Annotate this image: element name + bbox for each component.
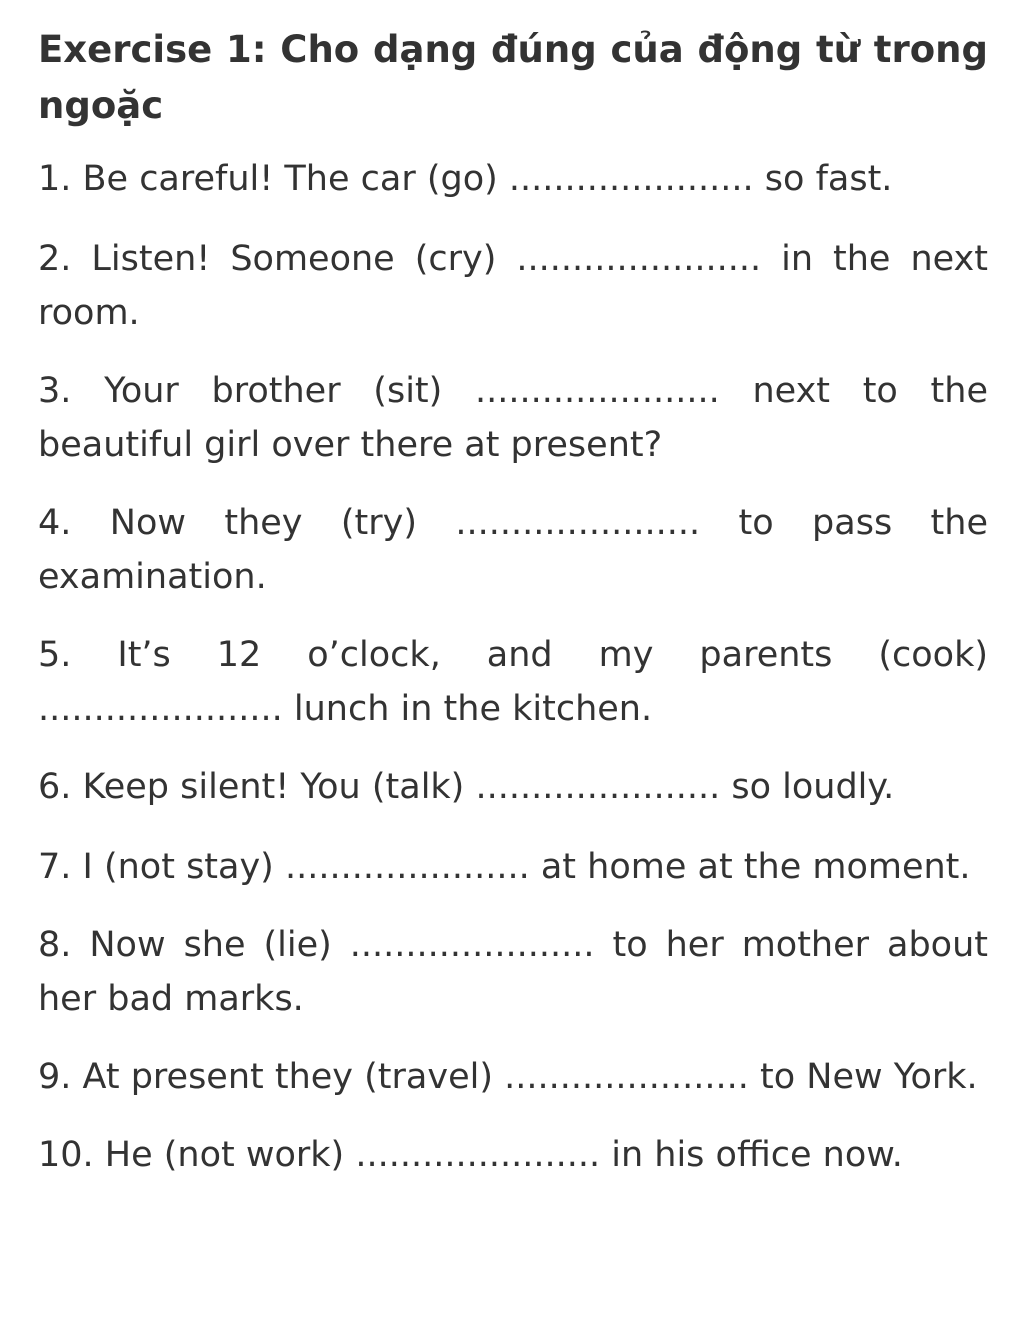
exercise-item-3: 3. Your brother (sit) ...................... next to the beautiful girl over there at present? xyxy=(38,371,988,465)
exercise-item-7: 7. I (not stay) ...................... at home at the moment. xyxy=(38,847,971,887)
exercise-item-8: 8. Now she (lie) ...................... to her mother about her bad marks. xyxy=(38,925,988,1019)
exercise-item-6: 6. Keep silent! You (talk) ...................... so loudly. xyxy=(38,767,895,807)
exercise-item-10: 10. He (not work) ...................... in his office now. xyxy=(38,1135,903,1175)
exercise-item-9: 9. At present they (travel) ...................... to New York. xyxy=(38,1057,978,1097)
exercise-item-5: 5. It’s 12 o’clock, and my parents (cook) ...................... lunch in the kitchen. xyxy=(38,635,988,729)
exercise-item-1: 1. Be careful! The car (go) ...................... so fast. xyxy=(38,159,893,199)
exercise-item-2: 2. Listen! Someone (cry) ...................... in the next room. xyxy=(38,239,988,333)
exercise-item-4: 4. Now they (try) ...................... to pass the examination. xyxy=(38,503,988,597)
exercise-title: Exercise 1: Cho dạng đúng của động từ trong ngoặc xyxy=(38,28,988,127)
